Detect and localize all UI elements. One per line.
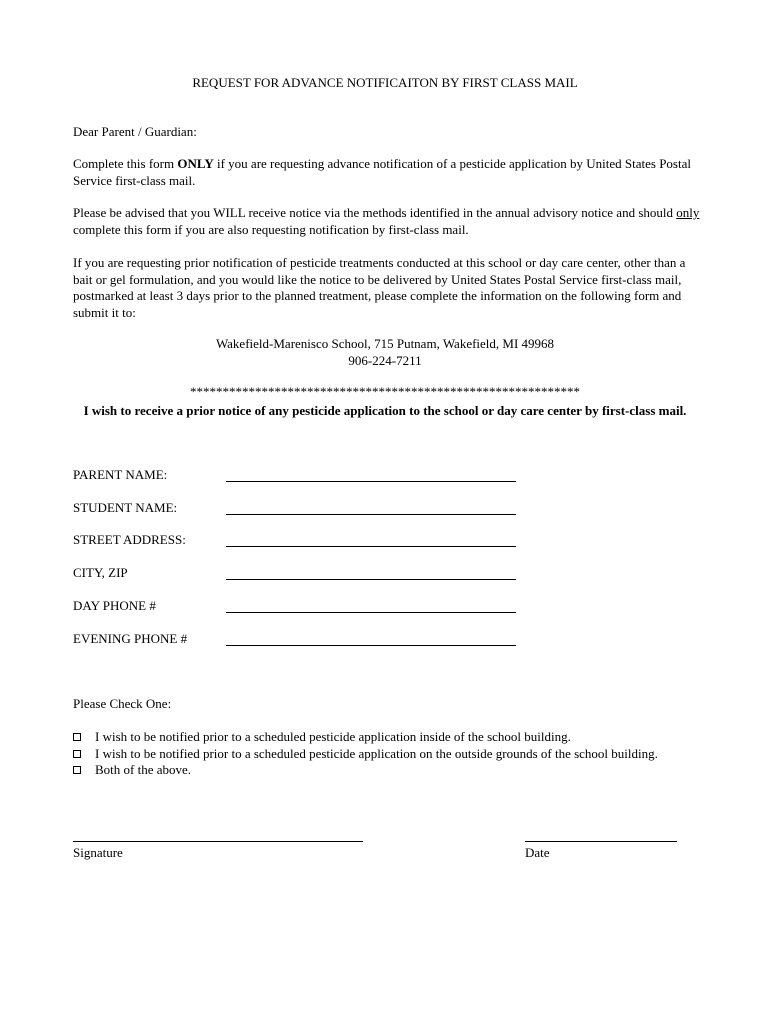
salutation: Dear Parent / Guardian: [73, 124, 197, 139]
para1-text-start: Complete this form [73, 156, 178, 171]
checkbox-icon[interactable] [73, 750, 81, 758]
para1-emphasis: ONLY [177, 156, 214, 171]
checkbox-icon[interactable] [73, 733, 81, 741]
day-phone-label: DAY PHONE # [73, 598, 156, 613]
form-title: REQUEST FOR ADVANCE NOTIFICAITON BY FIRST CLASS MAIL [192, 75, 578, 90]
evening-phone-field[interactable] [226, 632, 516, 646]
option-inside-building[interactable] [73, 729, 733, 746]
para1-text-end: if you are requesting advance notification of a pesticide application by United States Postal Service first-class mail. [73, 156, 691, 188]
para2-text-end: complete this form if you are also requesting notification by first-class mail. [73, 221, 469, 237]
request-statement: I wish to receive a prior notice of any pesticide application to the school or day care center by first-class mail. [83, 403, 687, 418]
para2-underlined: only [676, 205, 700, 220]
day-phone-field[interactable] [226, 599, 516, 613]
option-label: I wish to be notified prior to a scheduled pesticide application on the outside grounds of the school building. [95, 746, 658, 761]
option-outside-grounds[interactable] [73, 746, 733, 763]
signature-label: Signature [73, 845, 123, 860]
option-label: I wish to be notified prior to a scheduled pesticide application inside of the school building. [95, 729, 571, 744]
para2-text-start: Please be advised that you WILL receive notice via the methods identified in the annual advisory notice and should [73, 205, 677, 220]
parent-name-field[interactable] [226, 468, 516, 482]
evening-phone-label: EVENING PHONE # [73, 631, 188, 646]
street-address-field[interactable] [226, 533, 516, 547]
school-address: Wakefield-Marenisco School, 715 Putnam, Wakefield, MI 49968 [215, 336, 555, 351]
signature-field[interactable] [73, 841, 363, 842]
student-name-label: STUDENT NAME: [73, 500, 178, 515]
student-name-field[interactable] [226, 501, 516, 515]
city-zip-label: CITY, ZIP [73, 565, 128, 580]
option-both[interactable] [73, 762, 733, 779]
parent-name-label: PARENT NAME: [73, 467, 168, 482]
street-address-label: STREET ADDRESS: [73, 532, 186, 547]
check-heading: Please Check One: [73, 696, 172, 711]
separator-line: ************************************************************ [190, 384, 580, 399]
city-zip-field[interactable] [226, 566, 516, 580]
option-label: Both of the above. [95, 762, 192, 777]
date-label: Date [525, 845, 550, 860]
school-phone: 906-224-7211 [348, 353, 422, 368]
paragraph-only-instruction [73, 156, 703, 189]
date-field[interactable] [525, 841, 677, 842]
paragraph-instructions: If you are requesting prior notification of pesticide treatments conducted at this school or day care center, other than a bait or gel formulation, and you would like the notice to be delivered by United States Postal Service first-class mail, postmarked at least 3 days prior to the planned treatment, please complete the information on the following form and submit it to: [73, 255, 686, 320]
checkbox-icon[interactable] [73, 766, 81, 774]
paragraph-advisory [73, 205, 703, 238]
